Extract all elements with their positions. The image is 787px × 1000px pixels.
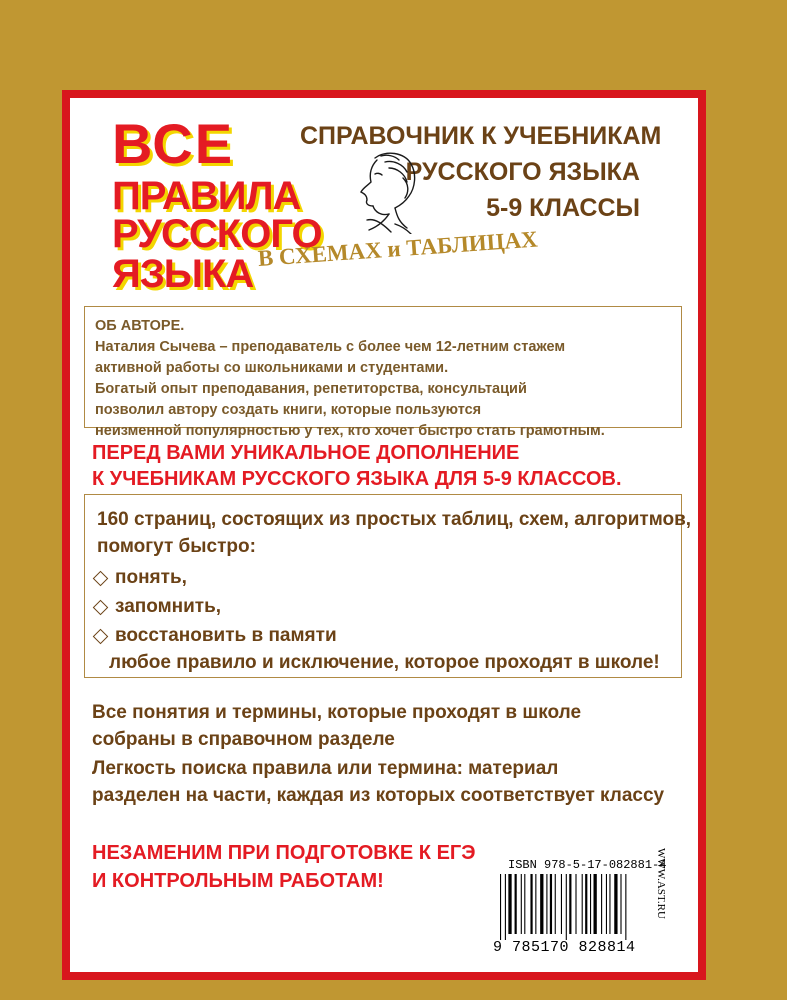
title-line-1: ВСЕ (112, 112, 235, 175)
barcode-icon (498, 874, 650, 940)
feature-bullet-item: понять, (115, 567, 187, 588)
author-line: Богатый опыт преподавания, репетиторства, консультаций (95, 381, 527, 397)
reference-line-1: СПРАВОЧНИК К УЧЕБНИКАМ (300, 122, 662, 150)
feature-bullet-item: запомнить, (115, 596, 222, 617)
author-line: активной работы со школьниками и студентами. (95, 360, 449, 376)
info-line: Легкость поиска правила или термина: материал (92, 758, 559, 779)
title-line-2: ПРАВИЛА (112, 174, 301, 218)
bottom-line-2: И КОНТРОЛЬНЫМ РАБОТАМ! (92, 870, 384, 892)
title-line-3: РУССКОГО (112, 212, 322, 256)
info-line: собраны в справочном разделе (92, 729, 395, 750)
website-label: WWW.AST.RU (655, 848, 667, 919)
diamond-bullet-icon (93, 571, 109, 587)
subtitle: В СХЕМАХ и ТАБЛИЦАХ (257, 226, 539, 271)
features-line-2: помогут быстро: (97, 536, 256, 557)
author-line: Наталия Сычева – преподаватель с более чем 12-летним стажем (95, 339, 566, 355)
feature-bullet-item: восстановить в памяти (115, 625, 337, 646)
features-line-1: 160 страниц, состоящих из простых таблиц, схем, алгоритмов, (97, 509, 692, 530)
intro-line-2: К УЧЕБНИКАМ РУССКОГО ЯЗЫКА ДЛЯ 5-9 КЛАССОВ. (92, 468, 622, 490)
title-line-4: ЯЗЫКА (112, 252, 254, 296)
intro-line-1: ПЕРЕД ВАМИ УНИКАЛЬНОЕ ДОПОЛНЕНИЕ (92, 442, 520, 464)
about-author-box (84, 306, 682, 439)
barcode-digits: 9 785170 828814 (493, 939, 636, 956)
diamond-bullet-icon (93, 600, 109, 616)
features-line-last: любое правило и исключение, которое проходят в школе! (109, 652, 660, 673)
reference-line-3: 5-9 КЛАССЫ (486, 194, 640, 222)
bottom-line-1: НЕЗАМЕНИМ ПРИ ПОДГОТОВКЕ К ЕГЭ (92, 842, 476, 864)
pushkin-portrait-icon (345, 148, 425, 234)
author-heading: ОБ АВТОРЕ. (95, 318, 185, 334)
features-box (84, 494, 692, 678)
info-line: разделен на части, каждая из которых соответствует классу (92, 785, 665, 806)
diamond-bullet-icon (93, 629, 109, 645)
reference-line-2: РУССКОГО ЯЗЫКА (405, 158, 640, 186)
info-line: Все понятия и термины, которые проходят в школе (92, 702, 582, 723)
isbn-label: ISBN 978-5-17-082881-4 (508, 858, 667, 872)
author-line: позволил автору создать книги, которые пользуются (95, 402, 482, 418)
author-line: неизменной популярностью у тех, кто хочет быстро стать грамотным. (95, 423, 605, 439)
